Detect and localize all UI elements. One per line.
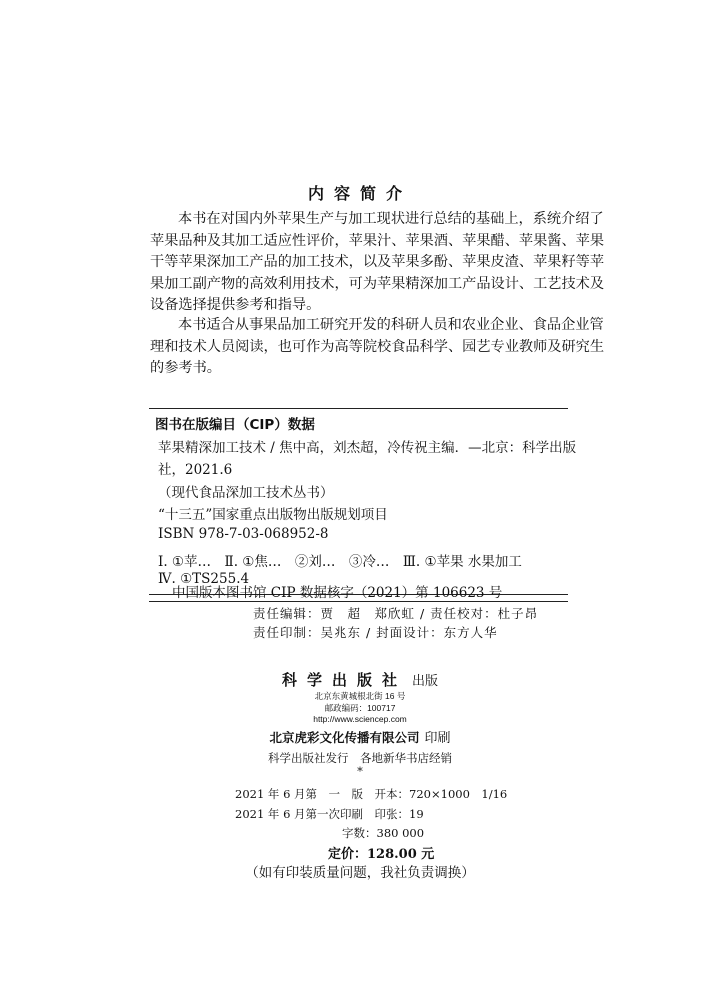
summary-line: 设备选择提供参考和指导。 xyxy=(150,297,321,313)
publisher-website: http://www.sciencep.com xyxy=(313,714,407,724)
summary-line: 苹果品种及其加工适应性评价，苹果汁、苹果酒、苹果醋、苹果酱、苹果 xyxy=(150,232,605,249)
summary-line: 果加工副产物的高效利用技术，可为苹果精深加工产品设计、工艺技术及 xyxy=(150,275,605,292)
cip-line: Ⅳ. ①TS255.4 xyxy=(158,571,250,587)
cip-bottom-rule xyxy=(149,601,568,602)
printer-name: 北京虎彩文化传播有限公司 xyxy=(269,730,420,745)
cip-isbn: ISBN 978-7-03-068952-8 xyxy=(158,526,329,542)
publisher-name: 科学出版社 xyxy=(281,671,407,689)
publisher-address: 北京东黄城根北街 16 号 xyxy=(314,691,406,701)
summary-paragraph-2 xyxy=(150,315,604,380)
cip-line: 苹果精深加工技术 / 焦中高，刘杰超，冷传祝主编．—北京：科学出版 xyxy=(158,440,577,456)
cip-heading: 图书在版编目（CIP）数据 xyxy=(155,417,315,433)
printing-line: 2021 年 6 月第一次印刷 印张：19 xyxy=(235,807,424,821)
distribution-line: 科学出版社发行 各地新华书店经销 xyxy=(268,751,452,765)
cip-top-rule xyxy=(149,408,568,409)
quality-notice: （如有印装质量问题，我社负责调换） xyxy=(245,865,475,881)
cip-record-line: 中国版本图书馆 CIP 数据核字（2021）第 106623 号 xyxy=(172,585,503,601)
cip-line: Ⅰ. ①苹… Ⅱ. ①焦… ②刘… ③冷… Ⅲ. ①苹果 水果加工 xyxy=(158,554,522,570)
credits-production: 责任印制：吴兆东 / 封面设计：东方人华 xyxy=(253,625,498,640)
edition-line: 2021 年 6 月第 一 版 开本：720×1000 1/16 xyxy=(235,787,508,801)
credits-editors: 责任编辑：贾 超 郑欣虹 / 责任校对：杜子昂 xyxy=(253,606,539,621)
summary-paragraph-1 xyxy=(150,209,604,317)
cip-line: 社，2021.6 xyxy=(158,462,233,478)
printer-suffix: 印刷 xyxy=(424,731,451,746)
summary-line: 干等苹果深加工产品的加工技术，以及苹果多酚、苹果皮渣、苹果籽等苹 xyxy=(150,254,605,270)
page-title: 内容简介 xyxy=(307,184,412,203)
price: 定价：128.00 元 xyxy=(328,847,435,862)
cip-line: （现代食品深加工技术丛书） xyxy=(158,485,334,501)
printer-line xyxy=(0,727,720,746)
summary-line: 的参考书。 xyxy=(150,360,221,376)
publisher-postcode: 邮政编码：100717 xyxy=(324,703,396,713)
cip-line: “十三五”国家重点出版物出版规划项目 xyxy=(158,507,388,523)
separator-star: * xyxy=(357,764,363,778)
summary-line: 本书适合从事果品加工研究开发的科研人员和农业企业、食品企业管 xyxy=(178,317,604,333)
word-count: 字数：380 000 xyxy=(342,826,425,840)
summary-line: 理和技术人员阅读，也可作为高等院校食品科学、园艺专业教师及研究生 xyxy=(150,338,605,355)
publisher-suffix: 出版 xyxy=(412,674,439,689)
summary-line: 本书在对国内外苹果生产与加工现状进行总结的基础上，系统介绍了 xyxy=(178,211,604,227)
publisher-line xyxy=(0,669,720,690)
